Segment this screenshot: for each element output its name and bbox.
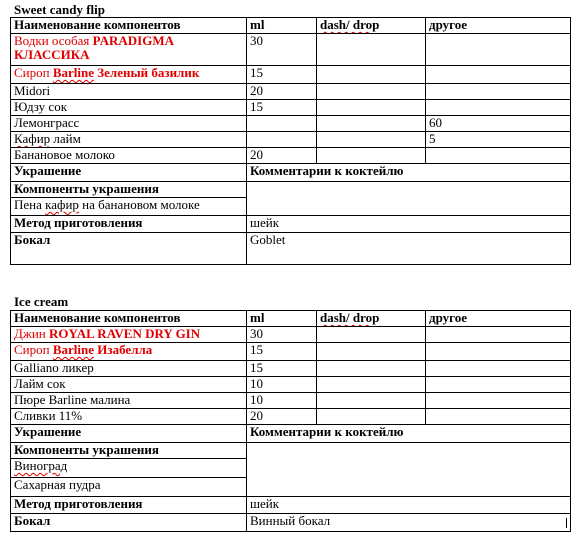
garnish-item: Виноград <box>11 459 247 478</box>
ingredient-ml: 15 <box>247 343 317 361</box>
garnish-label: Украшение <box>11 164 247 182</box>
ingredient-dash <box>317 148 426 164</box>
header-other: другое <box>426 311 571 327</box>
ingredient-ml: 10 <box>247 393 317 409</box>
ingredient-other: 5 <box>426 132 571 148</box>
garnish-item: Пена кафир на банановом молоке <box>11 198 247 216</box>
ingredient-ml: 15 <box>247 66 317 84</box>
glass-row <box>11 514 571 532</box>
garnish-header-row <box>11 425 571 443</box>
ingredient-name: Джин ROYAL RAVEN DRY GIN <box>11 327 247 343</box>
ingredient-name: Кафир лайм <box>11 132 247 148</box>
ingredient-ml: 20 <box>247 84 317 100</box>
ingredient-row <box>11 116 571 132</box>
ingredient-ml: 30 <box>247 327 317 343</box>
glass-row <box>11 233 571 265</box>
ingredient-other <box>426 343 571 361</box>
glass-value: Винный бокал <box>247 514 571 532</box>
method-row <box>11 216 571 233</box>
ingredient-row <box>11 327 571 343</box>
header-ml: ml <box>247 311 317 327</box>
ingredient-dash <box>317 84 426 100</box>
glass-label: Бокал <box>11 233 247 265</box>
ingredient-dash <box>317 361 426 377</box>
ingredient-row <box>11 66 571 84</box>
ingredient-name: Сироп Barline Зеленый базилик <box>11 66 247 84</box>
ingredient-dash <box>317 327 426 343</box>
ingredient-name: Сливки 11% <box>11 409 247 425</box>
ingredient-row <box>11 377 571 393</box>
ingredient-row <box>11 132 571 148</box>
ingredient-row <box>11 148 571 164</box>
ingredient-other <box>426 34 571 66</box>
ingredient-row <box>11 100 571 116</box>
recipe-table-sweet-candy-flip <box>10 17 571 265</box>
garnish-components-row <box>11 182 571 198</box>
header-dash: dash/ drop <box>317 18 426 34</box>
ingredient-name: Пюре Barline малина <box>11 393 247 409</box>
ingredient-name: Galliano ликер <box>11 361 247 377</box>
ingredient-other <box>426 148 571 164</box>
ingredient-dash <box>317 116 426 132</box>
ingredient-dash <box>317 343 426 361</box>
comments-value <box>247 443 571 497</box>
ingredient-dash <box>317 409 426 425</box>
ingredient-ml: 20 <box>247 409 317 425</box>
ingredient-dash <box>317 100 426 116</box>
garnish-components-label: Компоненты украшения <box>11 443 247 459</box>
ingredient-name: Водки особая PARADIGMA КЛАССИКА <box>11 34 247 66</box>
ingredient-other <box>426 100 571 116</box>
garnish-components-row <box>11 443 571 459</box>
ingredient-ml: 15 <box>247 361 317 377</box>
ingredient-row <box>11 361 571 377</box>
header-row <box>11 311 571 327</box>
garnish-components-label: Компоненты украшения <box>11 182 247 198</box>
ingredient-name: Лемонграсс <box>11 116 247 132</box>
ingredient-name: Юдзу сок <box>11 100 247 116</box>
method-value: шейк <box>247 497 571 514</box>
ingredient-row <box>11 393 571 409</box>
glass-label: Бокал <box>11 514 247 532</box>
header-row <box>11 18 571 34</box>
ingredient-row <box>11 84 571 100</box>
ingredient-row <box>11 34 571 66</box>
comments-value <box>247 182 571 216</box>
ingredient-ml: 20 <box>247 148 317 164</box>
header-name: Наименование компонентов <box>11 311 247 327</box>
ingredient-other: 60 <box>426 116 571 132</box>
table-end-mark <box>566 518 570 528</box>
recipe-table-ice-cream <box>10 310 571 532</box>
header-name: Наименование компонентов <box>11 18 247 34</box>
ingredient-dash <box>317 132 426 148</box>
ingredient-other <box>426 377 571 393</box>
ingredient-dash <box>317 393 426 409</box>
ingredient-other <box>426 66 571 84</box>
ingredient-name: Midori <box>11 84 247 100</box>
method-row <box>11 497 571 514</box>
ingredient-other <box>426 84 571 100</box>
recipe-title: Sweet candy flip <box>14 2 105 17</box>
ingredient-name: Лайм сок <box>11 377 247 393</box>
comments-label: Комментарии к коктейлю <box>247 425 571 443</box>
glass-value: Goblet <box>247 233 571 265</box>
method-label: Метод приготовления <box>11 497 247 514</box>
ingredient-dash <box>317 66 426 84</box>
ingredient-ml: 15 <box>247 100 317 116</box>
garnish-header-row <box>11 164 571 182</box>
ingredient-name: Сироп Barline Изабелла <box>11 343 247 361</box>
ingredient-row <box>11 343 571 361</box>
ingredient-other <box>426 409 571 425</box>
header-dash: dash/ drop <box>317 311 426 327</box>
ingredient-row <box>11 409 571 425</box>
comments-label: Комментарии к коктейлю <box>247 164 571 182</box>
ingredient-other <box>426 393 571 409</box>
garnish-label: Украшение <box>11 425 247 443</box>
ingredient-dash <box>317 34 426 66</box>
ingredient-other <box>426 327 571 343</box>
ingredient-ml: 10 <box>247 377 317 393</box>
ingredient-dash <box>317 377 426 393</box>
ingredient-ml <box>247 116 317 132</box>
header-other: другое <box>426 18 571 34</box>
ingredient-ml: 30 <box>247 34 317 66</box>
method-value: шейк <box>247 216 571 233</box>
recipe-title: Ice cream <box>14 294 69 309</box>
method-label: Метод приготовления <box>11 216 247 233</box>
ingredient-name: Банановое молоко <box>11 148 247 164</box>
ingredient-other <box>426 361 571 377</box>
ingredient-ml <box>247 132 317 148</box>
header-ml: ml <box>247 18 317 34</box>
garnish-item: Сахарная пудра <box>11 478 247 497</box>
